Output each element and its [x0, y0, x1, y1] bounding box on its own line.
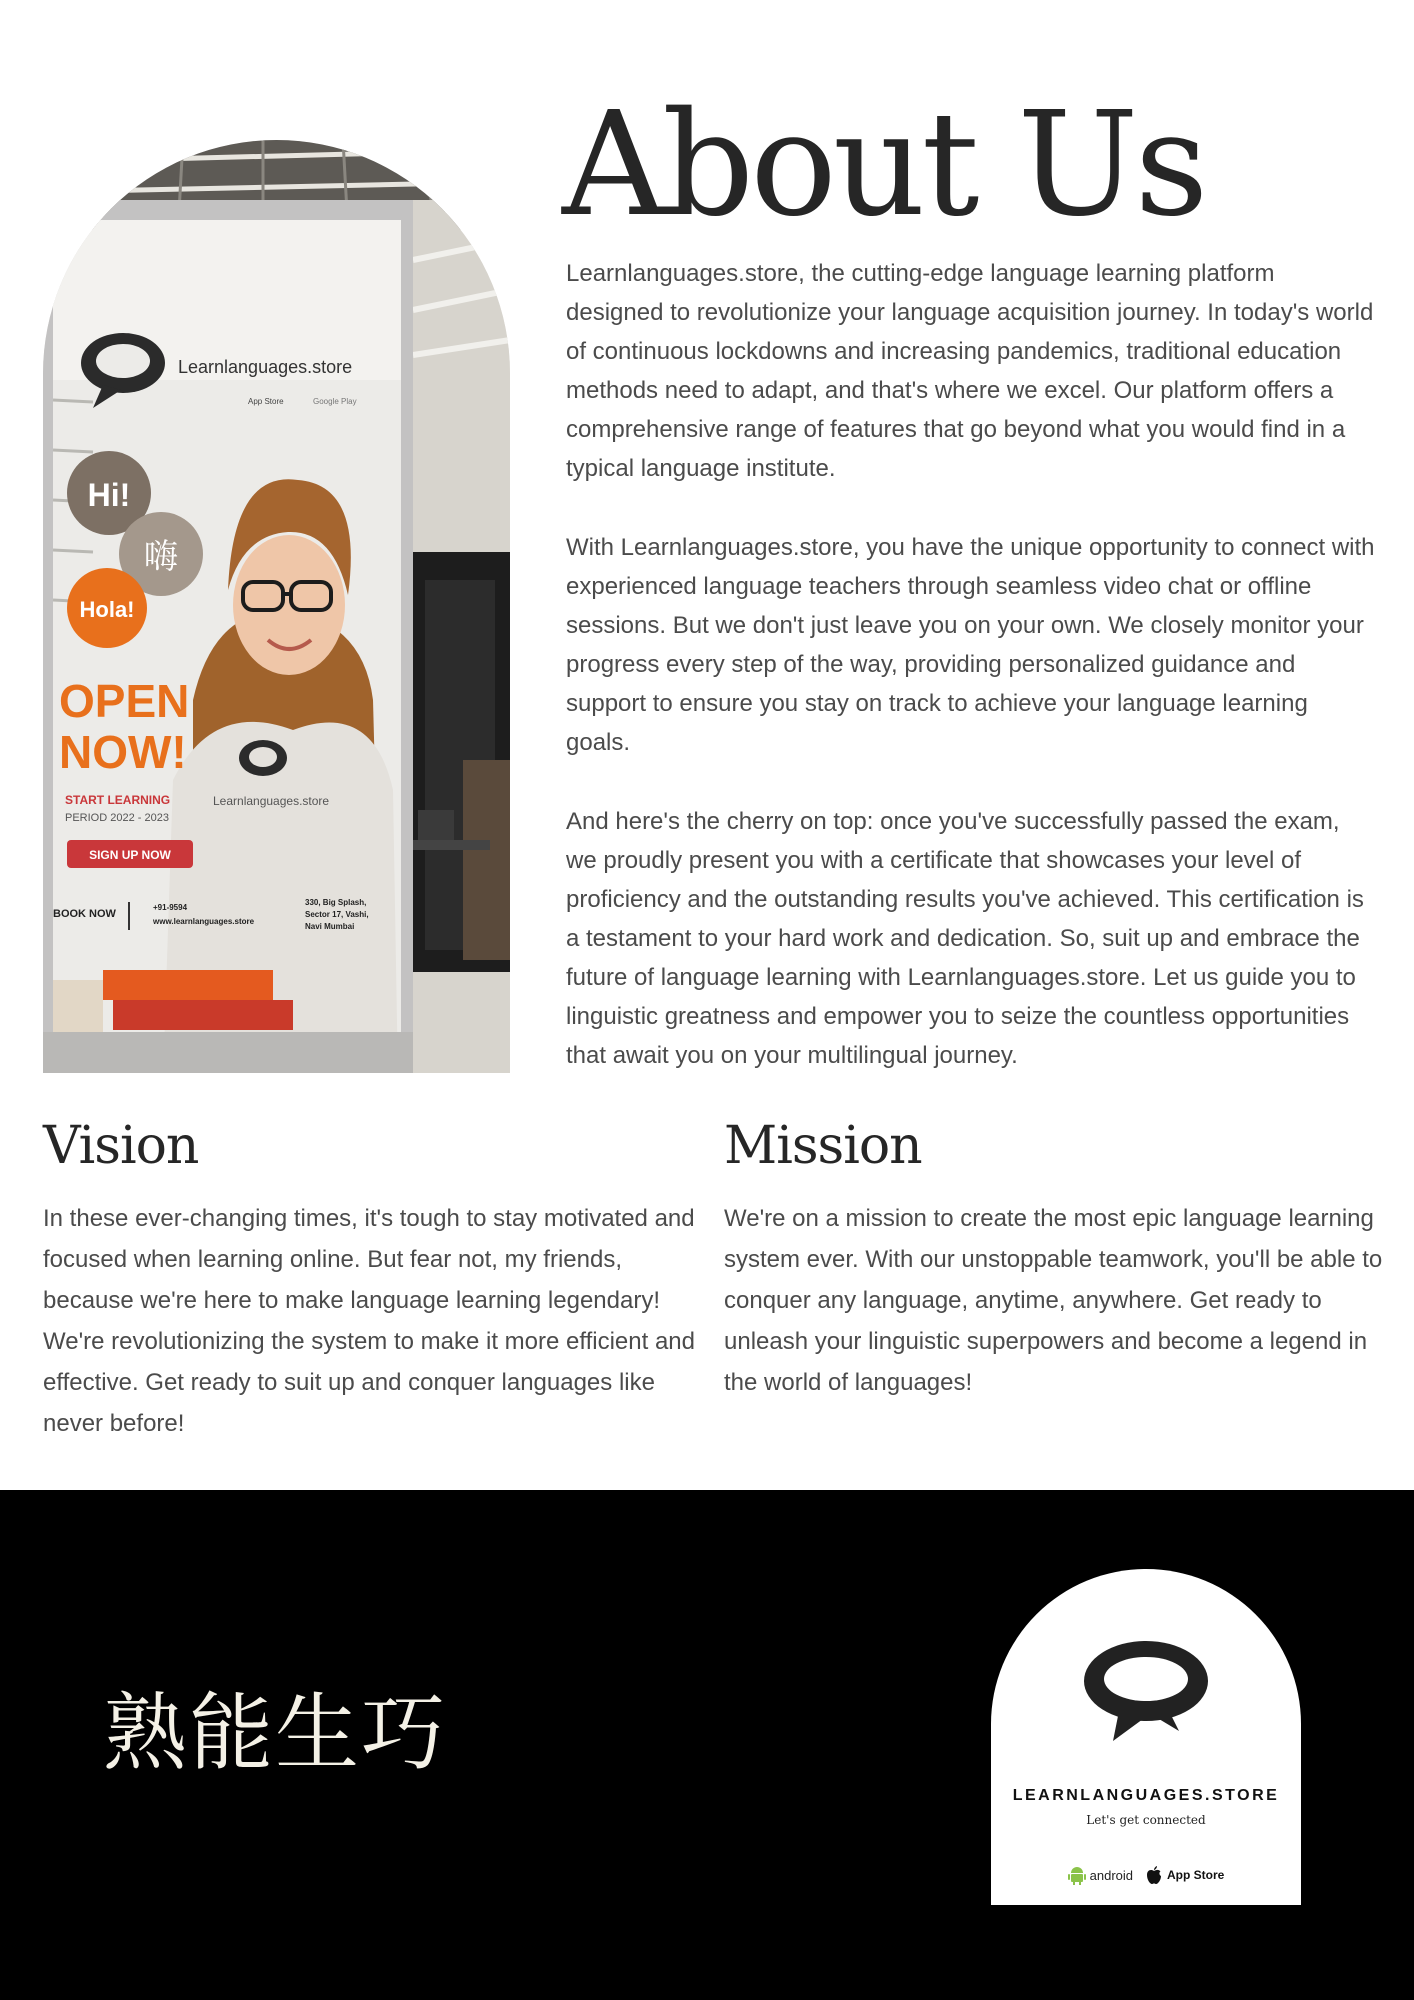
apple-icon [1145, 1865, 1163, 1885]
about-paragraph-1: Learnlanguages.store, the cutting-edge language learning platform designed to revolutionize your language acquisition journey. In today's world of continuous lockdowns and increasing pandemics, traditional education methods need to adapt, and that's where we excel. Our platform offers a comprehensive range of features that go beyond what you would find in a typical language institute. [566, 260, 1374, 482]
about-title: About Us [562, 80, 1205, 248]
brand-card [991, 1569, 1301, 1905]
poster-phone: +91-9594 [153, 903, 188, 912]
poster-open: OPEN [59, 675, 190, 727]
poster-appstore: App Store [248, 397, 284, 406]
poster-addr-3: Navi Mumbai [305, 922, 355, 931]
bubble-hi: Hi! [87, 477, 131, 513]
bubble-hola: Hola! [79, 597, 135, 622]
mission-title: Mission [724, 1116, 922, 1176]
footer-tagline: Let's get connected [1086, 1813, 1206, 1827]
vision-title: Vision [43, 1116, 199, 1176]
hero-poster-photo [43, 140, 510, 1073]
poster-addr-1: 330, Big Splash, [305, 898, 367, 907]
appstore-label: App Store [1167, 1868, 1225, 1882]
poster-googleplay: Google Play [313, 397, 357, 406]
footer [0, 1490, 1414, 2000]
poster-book: BOOK NOW [53, 908, 116, 920]
chat-bubble-logo-icon [1081, 1639, 1211, 1749]
appstore-badge[interactable] [1145, 1865, 1224, 1885]
bubble-hai: 嗨 [144, 537, 178, 577]
android-badge[interactable] [1068, 1865, 1133, 1885]
poster-addr-2: Sector 17, Vashi, [305, 910, 369, 919]
poster-start: START LEARNING [65, 793, 171, 807]
poster-web: www.learnlanguages.store [153, 917, 255, 926]
footer-brand-name: LEARNLANGUAGES.STORE [1012, 1787, 1280, 1804]
vision-text: In these ever-changing times, it's tough to stay motivated and focused when learning online. But fear not, my friends, because we're here to make language learning legendary! We're revolutionizing the system to make it more efficient and effective. Get ready to suit up and conquer languages like never before! [43, 1205, 695, 1437]
poster-signup: SIGN UP NOW [89, 848, 171, 862]
mission-text: We're on a mission to create the most epic language learning system ever. With our unstoppable teamwork, you'll be able to conquer any language, anytime, anywhere. Get ready to unleash your linguistic superpowers and become a legend in the world of languages! [724, 1205, 1383, 1396]
poster-shirt-brand: Learnlanguages.store [213, 794, 330, 808]
about-paragraph-2: With Learnlanguages.store, you have the unique opportunity to connect with experienced language teachers through seamless video chat or offline sessions. But we don't just leave you on your own. We closely monitor your progress every step of the way, providing personalized guidance and support to ensure you stay on track to achieve your language learning goals. [566, 534, 1375, 756]
poster-brand: Learnlanguages.store [178, 357, 353, 377]
about-paragraph-3: And here's the cherry on top: once you've successfully passed the exam, we proudly present you with a certificate that showcases your level of proficiency and the outstanding results you've achieved. This certification is a testament to your hard work and dedication. So, suit up and embrace the future of language learning with Learnlanguages.store. Let us guide you to linguistic greatness and empower you to seize the countless opportunities that await you on your multilingual journey. [566, 808, 1364, 1069]
android-label: android [1089, 1867, 1134, 1883]
poster-period: PERIOD 2022 - 2023 [65, 812, 169, 824]
poster-now: NOW! [59, 726, 187, 778]
footer-slogan: 熟能生巧 [103, 1684, 448, 1782]
android-icon [1068, 1865, 1086, 1885]
store-badges [991, 1865, 1301, 1885]
